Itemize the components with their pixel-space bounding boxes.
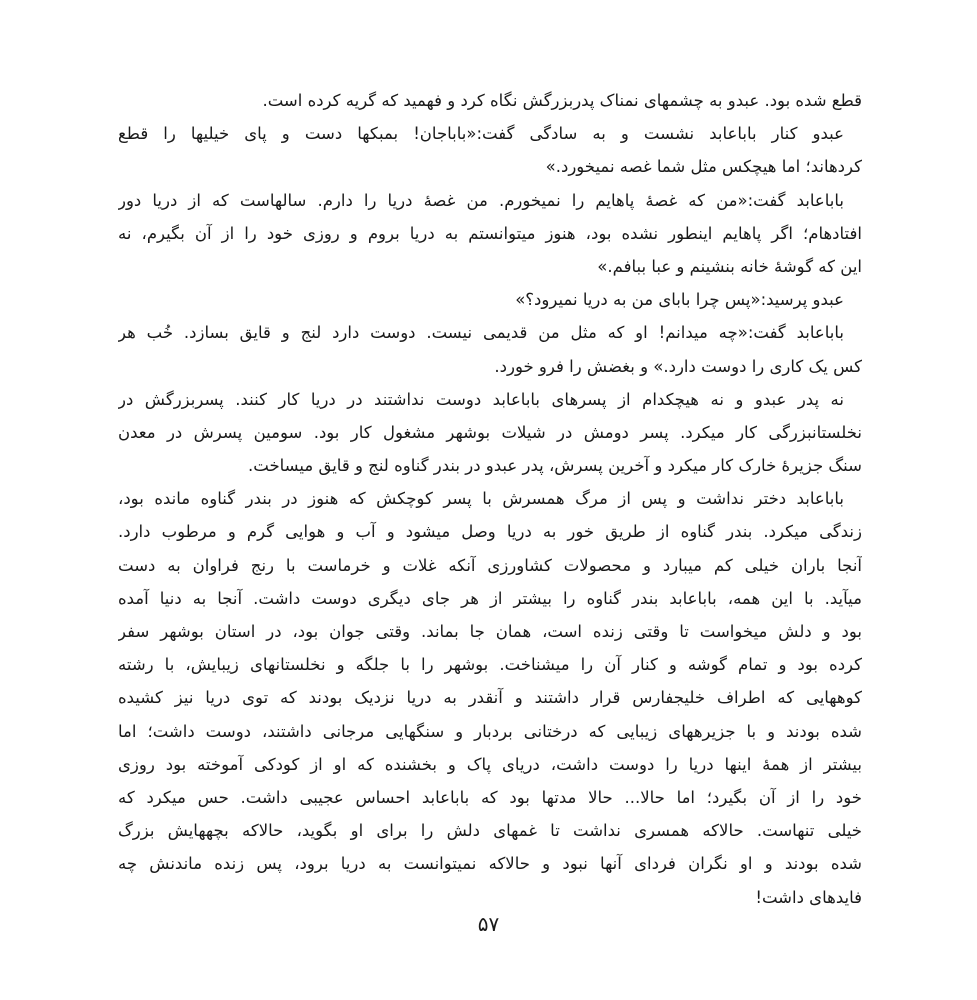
- text-line: باباعابد گفت:«چه میدانم! او که مثل من قدیمی نیست. دوست دارد لنج و قایق بسازد. خُب هر: [118, 323, 844, 343]
- text-line: باباعابد دختر نداشت و پس از مرگ همسرش با پسر کوچکش که هنوز در بندر گناوه مانده بود،: [118, 489, 844, 509]
- text-line: باباعابد گفت:«من که غصهٔ پاهایم را نمیخورم. من غصهٔ دریا را دارم. سالهاست که از دریا دور: [118, 190, 844, 210]
- text-line: کس یک کاری را دوست دارد.» و بغضش را فرو خورد.: [494, 356, 862, 376]
- text-line: آنجا باران خیلی کم میبارد و محصولات کشاورزی آنکه غلات و خرماست با رنج فراوان به دست: [118, 555, 862, 575]
- text-line: فایدهای داشت!: [755, 887, 862, 907]
- text-line: شده بودند و با جزیرههای زیبایی که درختانی بردبار و سنگهایی مرجانی داشتند، دوست داشت؛ اما: [118, 721, 862, 741]
- text-line: نه پدر عبدو و نه هیچکدام از پسرهای باباعابد دوست نداشتند در دریا کار کنند. پسربزرگش در: [118, 389, 844, 409]
- text-line: کردهاند؛ اما هیچکس مثل شما غصه نمیخورد.»: [545, 157, 862, 177]
- text-line: این که گوشهٔ خانه بنشینم و عبا ببافم.»: [597, 256, 862, 276]
- text-line: خیلی تنهاست. حالاکه همسری نداشت تا غمهای دلش را برای او بگوید، حالاکه بچههایش بزرگ: [118, 821, 862, 841]
- text-line: کوههایی که اطراف خلیجفارس قرار داشتند و آنقدر به دریا نزدیک بودند که توی دریا نیز کشیده: [118, 688, 862, 708]
- text-line: عبدو کنار باباعابد نشست و به سادگی گفت:«باباجان! بمبکها دست و پای خیلیها را قطع: [118, 124, 844, 144]
- text-line: زندگی میکرد. بندر گناوه از طریق خور به دریا وصل میشود و آب و هوایی گرم و مرطوب دارد.: [118, 522, 862, 542]
- page-body: [118, 84, 862, 914]
- text-line: میآید. با این همه، باباعابد بندر گناوه را بیشتر از هر جای دیگری دوست داشت. آنجا به دنیا آمده: [118, 588, 862, 608]
- text-line: بود و دلش میخواست تا وقتی زنده است، همان جا بماند. وقتی جوان بود، در استان بوشهر سفر: [118, 622, 862, 641]
- text-line: خود را از آن بگیرد؛ اما حالا... حالا مدتها بود که باباعابد احساس عجیبی داشت. حس میکرد که: [118, 787, 862, 807]
- text-line: عبدو پرسید:«پس چرا بابای من به دریا نمیرود؟»: [515, 290, 844, 310]
- text-line: کرده بود و تمام گوشه و کنار آن را میشناخت. بوشهر را با جلگه و نخلستانهای زیبایش، با رشته: [118, 655, 862, 675]
- text-line: سنگ جزیرهٔ خارک کار میکرد و آخرین پسرش، پدر عبدو در بندر گناوه لنج و قایق میساخت.: [248, 456, 862, 476]
- text-line: افتادهام؛ اگر پاهایم اینطور نشده بود، هنوز میتوانستم به دریا بروم و روزی خود را از آن بگیرم، نه: [118, 223, 862, 243]
- text-line: شده بودند و او نگران فردای آنها نبود و حالاکه نمیتوانست به دریا برود، پس زنده ماندنش چه: [118, 854, 862, 874]
- text-line: نخلستانبزرگی کار میکرد. پسر دومش در شیلات بوشهر مشغول کار بود. سومین پسرش در معدن: [118, 422, 862, 442]
- text-line: بیشتر از همهٔ اینها دریا را دوست داشت، دریای پاک و بخشنده که او از کودکی آموخته بود روزی: [118, 754, 862, 774]
- text-line: قطع شده بود. عبدو به چشمهای نمناک پدربزرگش نگاه کرد و فهمید که گریه کرده است.: [262, 91, 862, 110]
- page-number: ۵۷: [477, 912, 500, 936]
